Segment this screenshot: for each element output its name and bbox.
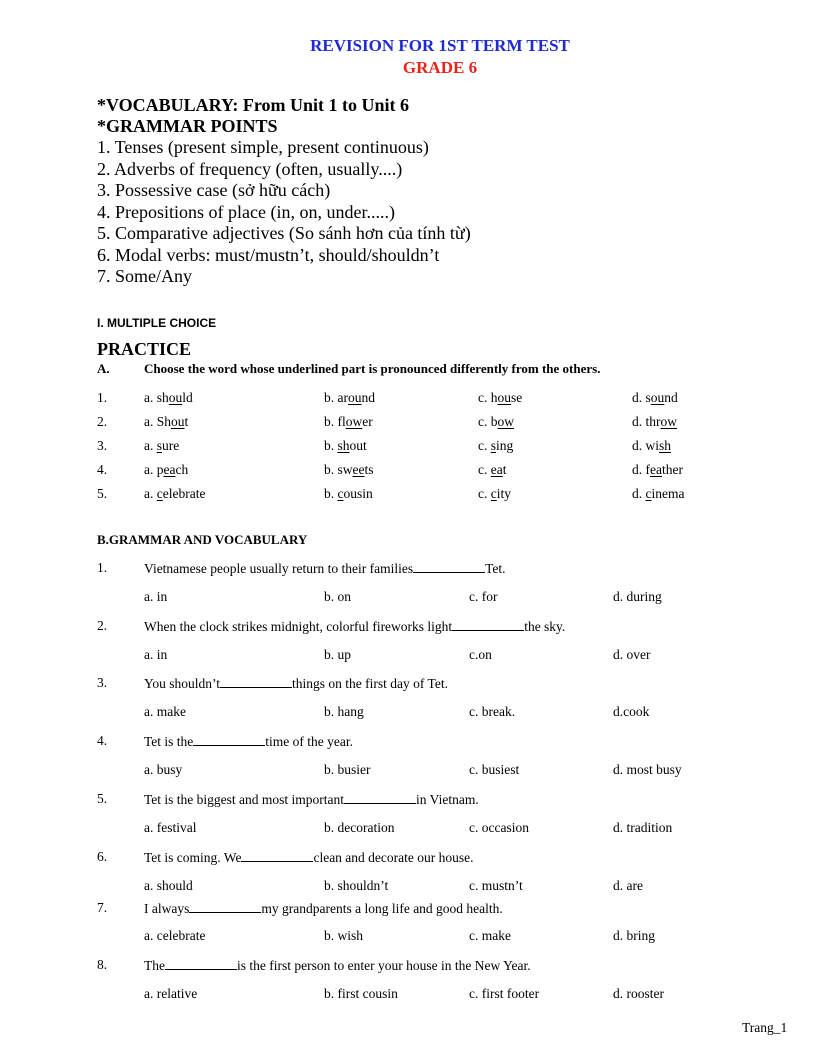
option-text: out — [349, 438, 367, 453]
option-text: b. — [324, 486, 338, 501]
answer-option: c. occasion — [469, 820, 529, 835]
option-text: a. Sh — [144, 414, 171, 429]
option-text: d. s — [632, 390, 651, 405]
question-number: 7. — [97, 900, 108, 915]
answer-blank — [165, 957, 237, 970]
stem-text: Tet is coming. We — [144, 850, 242, 865]
answer-blank — [193, 733, 265, 746]
option-text: d. f — [632, 462, 650, 477]
option-text: ing — [496, 438, 514, 453]
answer-option: c. busiest — [469, 762, 520, 777]
section-heading: I. MULTIPLE CHOICE — [97, 316, 217, 330]
underlined-part: ow — [497, 414, 514, 429]
stem-text: Vietnamese people usually return to their families — [144, 561, 414, 576]
document-title: REVISION FOR 1ST TERM TEST — [310, 36, 570, 55]
answer-blank — [452, 618, 524, 631]
part-b-heading: B.GRAMMAR AND VOCABULARY — [97, 532, 308, 547]
underlined-part: ow — [345, 414, 363, 429]
question-number: 2. — [97, 618, 108, 633]
underlined-part: ou — [497, 390, 511, 405]
answer-option: a. busy — [144, 762, 183, 777]
answer-option: b. wish — [324, 928, 364, 943]
option-text: ther — [661, 462, 683, 477]
question-number: 3. — [97, 438, 108, 453]
underlined-part: ou — [348, 390, 362, 405]
option-text: a. — [144, 486, 157, 501]
answer-option: c. for — [469, 589, 498, 604]
underlined-part: ea — [490, 462, 503, 477]
answer-blank — [344, 791, 416, 804]
pronunciation-option — [478, 438, 513, 454]
underlined-part: ou — [168, 390, 183, 405]
answer-option: d.cook — [613, 704, 650, 719]
answer-option: b. decoration — [324, 820, 395, 835]
question-number: 5. — [97, 791, 108, 806]
answer-option: a. relative — [144, 986, 198, 1001]
underlined-part: ea — [163, 462, 176, 477]
question-number: 3. — [97, 675, 108, 690]
pronunciation-option — [144, 486, 205, 502]
answer-option: a. festival — [144, 820, 197, 835]
stem-text: time of the year. — [265, 734, 354, 749]
answer-option: c. make — [469, 928, 511, 943]
option-text: ch — [175, 462, 189, 477]
answer-option: d. most busy — [613, 762, 682, 777]
answer-option: d. are — [613, 878, 643, 893]
practice-heading: PRACTICE — [97, 339, 192, 359]
question-number: 4. — [97, 733, 108, 748]
question-number: 8. — [97, 957, 108, 972]
stem-text: in Vietnam. — [416, 792, 479, 807]
option-text: b. sw — [324, 462, 353, 477]
answer-option: a. in — [144, 647, 168, 662]
option-text: c. — [478, 462, 491, 477]
pronunciation-option — [324, 438, 367, 454]
option-text: d. — [632, 486, 646, 501]
option-text: t — [184, 414, 189, 429]
option-text: ure — [162, 438, 180, 453]
grammar-point: 1. Tenses (present simple, present continuous) — [97, 137, 429, 157]
answer-option: b. up — [324, 647, 351, 662]
underlined-part: s — [490, 438, 497, 453]
option-text: a. sh — [144, 390, 169, 405]
question-number: 4. — [97, 462, 108, 477]
option-text: c. b — [478, 414, 498, 429]
answer-option: a. make — [144, 704, 186, 719]
answer-option: d. over — [613, 647, 651, 662]
answer-option: b. shouldn’t — [324, 878, 389, 893]
question-number: 1. — [97, 390, 108, 405]
underlined-part: c — [645, 486, 652, 501]
option-text: se — [511, 390, 523, 405]
question-stem — [144, 733, 353, 750]
grammar-point: 3. Possessive case (sở hữu cách) — [97, 180, 331, 200]
grammar-point: 5. Comparative adjectives (So sánh hơn của tính từ) — [97, 223, 471, 243]
pronunciation-option — [478, 414, 514, 430]
option-text: c. h — [478, 390, 498, 405]
option-text: b. — [324, 438, 338, 453]
option-text: inema — [651, 486, 685, 501]
underlined-part: sh — [337, 438, 350, 453]
pronunciation-option — [632, 438, 671, 454]
question-number: 1. — [97, 560, 108, 575]
answer-option: d. tradition — [613, 820, 673, 835]
answer-option: b. hang — [324, 704, 364, 719]
answer-option: a. in — [144, 589, 168, 604]
stem-text: is the first person to enter your house in the New Year. — [237, 958, 531, 973]
question-number: 6. — [97, 849, 108, 864]
underlined-part: c — [337, 486, 344, 501]
grade-title: GRADE 6 — [402, 58, 478, 77]
pronunciation-option — [144, 462, 188, 478]
question-number: 5. — [97, 486, 108, 501]
vocabulary-line: *VOCABULARY: From Unit 1 to Unit 6 — [97, 95, 410, 115]
part-a-label: A. — [97, 361, 110, 376]
stem-text: When the clock strikes midnight, colorful fireworks light — [144, 619, 453, 634]
answer-option: c. first footer — [469, 986, 540, 1001]
stem-text: clean and decorate our house. — [313, 850, 474, 865]
option-text: nd — [664, 390, 678, 405]
question-stem — [144, 900, 503, 917]
answer-option: a. celebrate — [144, 928, 206, 943]
underlined-part: sh — [659, 438, 672, 453]
stem-text: I always — [144, 901, 190, 916]
answer-option: d. rooster — [613, 986, 664, 1001]
stem-text: the sky. — [524, 619, 566, 634]
pronunciation-option — [478, 462, 507, 478]
answer-option: b. first cousin — [324, 986, 398, 1001]
question-stem — [144, 618, 565, 635]
page-number: Trang_1 — [742, 1020, 788, 1035]
pronunciation-option — [144, 438, 179, 454]
pronunciation-option — [632, 486, 685, 502]
grammar-point: 7. Some/Any — [97, 266, 193, 286]
answer-option: b. on — [324, 589, 351, 604]
pronunciation-option — [632, 462, 683, 478]
underlined-part: ee — [352, 462, 365, 477]
option-text: elebrate — [162, 486, 206, 501]
stem-text: Tet. — [485, 561, 506, 576]
pronunciation-option — [144, 390, 193, 406]
question-stem — [144, 849, 474, 866]
answer-blank — [241, 849, 313, 862]
option-text: er — [362, 414, 373, 429]
grammar-heading: *GRAMMAR POINTS — [97, 116, 278, 136]
question-stem — [144, 675, 448, 692]
option-text: a. — [144, 438, 157, 453]
answer-blank — [189, 900, 261, 913]
stem-text: The — [144, 958, 165, 973]
option-text: c. — [478, 438, 491, 453]
answer-option: c.on — [469, 647, 492, 662]
pronunciation-option — [632, 414, 677, 430]
answer-option: a. should — [144, 878, 193, 893]
underlined-part: ea — [650, 462, 662, 477]
stem-text: my grandparents a long life and good health. — [261, 901, 503, 916]
option-text: ts — [364, 462, 374, 477]
underlined-part: ou — [171, 414, 185, 429]
option-text: b. fl — [324, 414, 346, 429]
question-stem — [144, 791, 479, 808]
answer-option: c. mustn’t — [469, 878, 523, 893]
option-text: ld — [182, 390, 193, 405]
pronunciation-option — [324, 414, 373, 430]
underlined-part: c — [156, 486, 163, 501]
underlined-part: ou — [650, 390, 665, 405]
answer-blank — [220, 675, 292, 688]
option-text: t — [502, 462, 507, 477]
underlined-part: s — [156, 438, 163, 453]
answer-option: c. break. — [469, 704, 516, 719]
pronunciation-option — [478, 390, 522, 406]
pronunciation-option — [324, 486, 373, 502]
grammar-point: 6. Modal verbs: must/mustn’t, should/shouldn’t — [97, 245, 440, 265]
question-stem — [144, 957, 531, 974]
part-a-instruction: Choose the word whose underlined part is pronounced differently from the others. — [144, 361, 601, 376]
answer-option: d. bring — [613, 928, 655, 943]
option-text: nd — [361, 390, 375, 405]
stem-text: things on the first day of Tet. — [292, 676, 448, 691]
answer-option: d. during — [613, 589, 662, 604]
pronunciation-option — [478, 486, 511, 502]
option-text: ousin — [343, 486, 373, 501]
grammar-point: 2. Adverbs of frequency (often, usually....) — [97, 159, 403, 179]
option-text: c. — [478, 486, 491, 501]
grammar-point: 4. Prepositions of place (in, on, under.....) — [97, 202, 395, 222]
pronunciation-option — [632, 390, 678, 406]
pronunciation-option — [144, 414, 188, 430]
underlined-part: ow — [660, 414, 677, 429]
question-stem — [144, 560, 506, 577]
stem-text: You shouldn’t — [144, 676, 221, 691]
option-text: b. ar — [324, 390, 348, 405]
question-number: 2. — [97, 414, 108, 429]
stem-text: Tet is the — [144, 734, 194, 749]
answer-option: b. busier — [324, 762, 371, 777]
option-text: ity — [496, 486, 512, 501]
option-text: d. wi — [632, 438, 659, 453]
pronunciation-option — [324, 462, 374, 478]
pronunciation-option — [324, 390, 375, 406]
option-text: a. p — [144, 462, 164, 477]
underlined-part: c — [490, 486, 497, 501]
stem-text: Tet is the biggest and most important — [144, 792, 345, 807]
option-text: d. thr — [632, 414, 661, 429]
answer-blank — [413, 560, 485, 573]
